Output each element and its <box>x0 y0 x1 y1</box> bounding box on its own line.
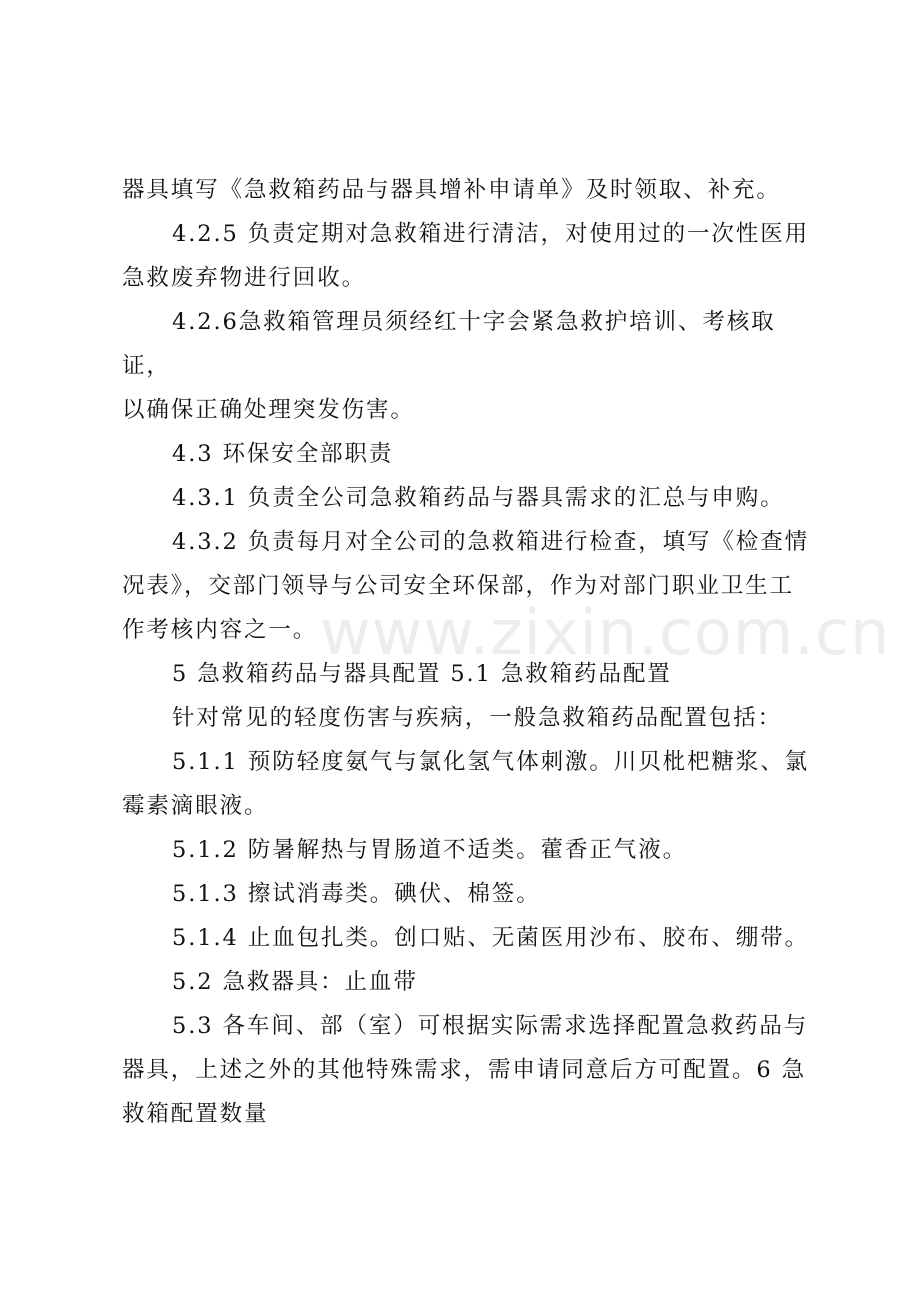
watermark: www.zixin.com.cn <box>320 596 891 669</box>
section-heading-5: 5 急救箱药品与器具配置 5.1 急救箱药品配置 <box>172 661 672 687</box>
intro-line: 针对常见的轻度伤害与疾病，一般急救箱药品配置包括： <box>172 705 783 731</box>
section-5-2-line: 5.2 急救器具：止血带 <box>172 969 418 995</box>
section-5-1-1-line: 5.1.1 预防轻度氨气与氯化氢气体刺激。川贝枇杷糖浆、氯 <box>172 749 810 775</box>
section-5-1-4-line: 5.1.4 止血包扎类。创口贴、无菌医用沙布、胶布、绷带。 <box>172 925 810 951</box>
text-line: 器具，上述之外的其他特殊需求，需申请同意后方可配置。6 急 <box>122 1057 807 1083</box>
section-5-3-line: 5.3 各车间、部（室）可根据实际需求选择配置急救药品与 <box>172 1013 809 1039</box>
text-line: 霉素滴眼液。 <box>122 793 269 819</box>
section-4-2-5-line: 4.2.5 负责定期对急救箱进行清洁，对使用过的一次性医用 <box>172 221 810 247</box>
section-4-3-1-line: 4.3.1 负责全公司急救箱药品与器具需求的汇总与申购。 <box>172 485 785 511</box>
section-heading-4-3: 4.3 环保安全部职责 <box>172 441 394 467</box>
document-body <box>122 168 822 1136</box>
text-line: 作考核内容之一。 <box>122 617 318 643</box>
text-line: 急救废弃物进行回收。 <box>122 265 367 291</box>
text-line: 器具填写《急救箱药品与器具增补申请单》及时领取、补充。 <box>122 177 781 203</box>
section-4-2-6-line: 4.2.6急救箱管理员须经红十字会紧急救护培训、考核取证， <box>122 309 776 379</box>
section-5-1-2-line: 5.1.2 防暑解热与胃肠道不适类。藿香正气液。 <box>172 837 688 863</box>
text-line: 况表》，交部门领导与公司安全环保部，作为对部门职业卫生工 <box>122 573 794 599</box>
text-line: 救箱配置数量 <box>122 1101 269 1127</box>
section-5-1-3-line: 5.1.3 擦试消毒类。碘伏、棉签。 <box>172 881 541 907</box>
text-line: 以确保正确处理突发伤害。 <box>122 397 415 423</box>
section-4-3-2-line: 4.3.2 负责每月对全公司的急救箱进行检查，填写《检查情 <box>172 529 810 555</box>
